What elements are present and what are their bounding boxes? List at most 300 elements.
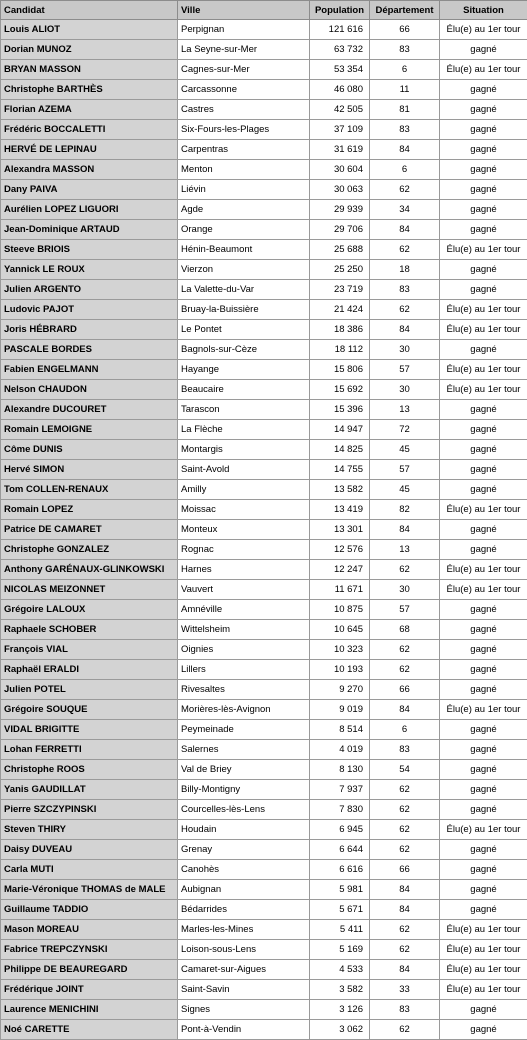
column-header-departement[interactable]: Département <box>370 1 440 20</box>
cell-situation: gagné <box>440 880 527 900</box>
table-row <box>1 640 527 660</box>
cell-situation: gagné <box>440 900 527 920</box>
cell-situation: gagné <box>440 660 527 680</box>
cell-departement: 30 <box>370 580 440 600</box>
cell-situation: gagné <box>440 640 527 660</box>
cell-ville: La Seyne-sur-Mer <box>178 40 310 60</box>
cell-candidat: Alexandre DUCOURET <box>1 400 178 420</box>
table-row <box>1 120 527 140</box>
cell-situation: gagné <box>440 680 527 700</box>
cell-population: 3 062 <box>310 1020 370 1040</box>
cell-departement: 45 <box>370 440 440 460</box>
cell-candidat: Raphaël ERALDI <box>1 660 178 680</box>
cell-ville: Harnes <box>178 560 310 580</box>
cell-departement: 62 <box>370 180 440 200</box>
cell-situation: Élu(e) au 1er tour <box>440 300 527 320</box>
cell-population: 6 945 <box>310 820 370 840</box>
cell-ville: Rognac <box>178 540 310 560</box>
cell-ville: Loison-sous-Lens <box>178 940 310 960</box>
cell-situation: gagné <box>440 800 527 820</box>
table-row <box>1 620 527 640</box>
cell-situation: Élu(e) au 1er tour <box>440 560 527 580</box>
cell-situation: gagné <box>440 120 527 140</box>
cell-situation: gagné <box>440 420 527 440</box>
table-row <box>1 420 527 440</box>
cell-ville: Rivesaltes <box>178 680 310 700</box>
cell-situation: Élu(e) au 1er tour <box>440 320 527 340</box>
cell-ville: Saint-Avold <box>178 460 310 480</box>
cell-ville: Salernes <box>178 740 310 760</box>
cell-situation: gagné <box>440 280 527 300</box>
cell-departement: 84 <box>370 900 440 920</box>
table-row <box>1 800 527 820</box>
cell-population: 8 514 <box>310 720 370 740</box>
cell-situation: Élu(e) au 1er tour <box>440 580 527 600</box>
cell-departement: 62 <box>370 660 440 680</box>
table-row <box>1 460 527 480</box>
cell-situation: gagné <box>440 720 527 740</box>
cell-population: 10 875 <box>310 600 370 620</box>
cell-population: 9 019 <box>310 700 370 720</box>
cell-ville: Vierzon <box>178 260 310 280</box>
cell-candidat: Christophe BARTHÈS <box>1 80 178 100</box>
cell-candidat: Christophe GONZALEZ <box>1 540 178 560</box>
table-row <box>1 920 527 940</box>
table-row <box>1 860 527 880</box>
cell-situation: gagné <box>440 1000 527 1020</box>
table-row <box>1 340 527 360</box>
cell-candidat: Patrice DE CAMARET <box>1 520 178 540</box>
cell-candidat: Guillaume TADDIO <box>1 900 178 920</box>
cell-departement: 66 <box>370 860 440 880</box>
cell-population: 25 688 <box>310 240 370 260</box>
cell-ville: Tarascon <box>178 400 310 420</box>
cell-departement: 6 <box>370 60 440 80</box>
table-row <box>1 520 527 540</box>
cell-ville: La Valette-du-Var <box>178 280 310 300</box>
cell-ville: Marles-les-Mines <box>178 920 310 940</box>
cell-situation: gagné <box>440 740 527 760</box>
cell-candidat: Yannick LE ROUX <box>1 260 178 280</box>
table-row <box>1 400 527 420</box>
cell-population: 63 732 <box>310 40 370 60</box>
cell-candidat: Louis ALIOT <box>1 20 178 40</box>
cell-situation: gagné <box>440 860 527 880</box>
cell-population: 6 616 <box>310 860 370 880</box>
cell-candidat: Hervé SIMON <box>1 460 178 480</box>
cell-departement: 45 <box>370 480 440 500</box>
cell-candidat: VIDAL BRIGITTE <box>1 720 178 740</box>
cell-population: 4 533 <box>310 960 370 980</box>
cell-situation: Élu(e) au 1er tour <box>440 380 527 400</box>
cell-ville: Bagnols-sur-Cèze <box>178 340 310 360</box>
column-header-population[interactable]: Population <box>310 1 370 20</box>
cell-departement: 84 <box>370 320 440 340</box>
column-header-candidat[interactable]: Candidat <box>1 1 178 20</box>
cell-candidat: Yanis GAUDILLAT <box>1 780 178 800</box>
cell-departement: 84 <box>370 220 440 240</box>
table-row <box>1 760 527 780</box>
cell-departement: 83 <box>370 280 440 300</box>
cell-population: 7 830 <box>310 800 370 820</box>
cell-departement: 18 <box>370 260 440 280</box>
cell-situation: Élu(e) au 1er tour <box>440 20 527 40</box>
cell-candidat: Jean-Dominique ARTAUD <box>1 220 178 240</box>
cell-candidat: Laurence MENICHINI <box>1 1000 178 1020</box>
cell-population: 4 019 <box>310 740 370 760</box>
cell-candidat: Steeve BRIOIS <box>1 240 178 260</box>
cell-departement: 84 <box>370 960 440 980</box>
cell-situation: Élu(e) au 1er tour <box>440 820 527 840</box>
cell-departement: 62 <box>370 300 440 320</box>
table-row <box>1 900 527 920</box>
cell-situation: gagné <box>440 840 527 860</box>
cell-candidat: Noé CARETTE <box>1 1020 178 1040</box>
cell-candidat: Steven THIRY <box>1 820 178 840</box>
cell-ville: Courcelles-lès-Lens <box>178 800 310 820</box>
table-row <box>1 940 527 960</box>
cell-candidat: Dany PAIVA <box>1 180 178 200</box>
cell-population: 3 582 <box>310 980 370 1000</box>
cell-departement: 83 <box>370 120 440 140</box>
cell-ville: Morières-lès-Avignon <box>178 700 310 720</box>
table-row <box>1 580 527 600</box>
cell-situation: Élu(e) au 1er tour <box>440 500 527 520</box>
cell-departement: 68 <box>370 620 440 640</box>
cell-situation: gagné <box>440 440 527 460</box>
cell-population: 30 604 <box>310 160 370 180</box>
cell-departement: 82 <box>370 500 440 520</box>
cell-situation: gagné <box>440 40 527 60</box>
cell-departement: 13 <box>370 400 440 420</box>
cell-departement: 83 <box>370 740 440 760</box>
cell-situation: gagné <box>440 480 527 500</box>
cell-candidat: Joris HÉBRARD <box>1 320 178 340</box>
table-row <box>1 220 527 240</box>
cell-situation: Élu(e) au 1er tour <box>440 360 527 380</box>
cell-departement: 11 <box>370 80 440 100</box>
cell-situation: gagné <box>440 540 527 560</box>
cell-departement: 62 <box>370 820 440 840</box>
cell-population: 14 825 <box>310 440 370 460</box>
cell-population: 8 130 <box>310 760 370 780</box>
cell-candidat: BRYAN MASSON <box>1 60 178 80</box>
cell-population: 15 396 <box>310 400 370 420</box>
cell-departement: 83 <box>370 40 440 60</box>
table-row <box>1 160 527 180</box>
cell-ville: Cagnes-sur-Mer <box>178 60 310 80</box>
cell-ville: Peymeinade <box>178 720 310 740</box>
cell-candidat: Julien ARGENTO <box>1 280 178 300</box>
cell-candidat: Frédéric BOCCALETTI <box>1 120 178 140</box>
cell-ville: Carpentras <box>178 140 310 160</box>
cell-population: 23 719 <box>310 280 370 300</box>
cell-ville: Agde <box>178 200 310 220</box>
cell-population: 13 301 <box>310 520 370 540</box>
table-row <box>1 820 527 840</box>
cell-ville: Six-Fours-les-Plages <box>178 120 310 140</box>
cell-ville: Bruay-la-Buissière <box>178 300 310 320</box>
table-row <box>1 500 527 520</box>
table-row <box>1 260 527 280</box>
cell-candidat: Grégoire SOUQUE <box>1 700 178 720</box>
cell-ville: Moissac <box>178 500 310 520</box>
table-row <box>1 780 527 800</box>
cell-ville: Amilly <box>178 480 310 500</box>
table-row <box>1 560 527 580</box>
cell-population: 9 270 <box>310 680 370 700</box>
cell-situation: gagné <box>440 140 527 160</box>
cell-situation: Élu(e) au 1er tour <box>440 700 527 720</box>
cell-ville: Monteux <box>178 520 310 540</box>
cell-situation: gagné <box>440 620 527 640</box>
cell-ville: Montargis <box>178 440 310 460</box>
table-row <box>1 200 527 220</box>
cell-ville: La Flèche <box>178 420 310 440</box>
cell-candidat: François VIAL <box>1 640 178 660</box>
cell-ville: Oignies <box>178 640 310 660</box>
table-row <box>1 60 527 80</box>
cell-departement: 62 <box>370 1020 440 1040</box>
cell-candidat: Grégoire LALOUX <box>1 600 178 620</box>
column-header-ville[interactable]: Ville <box>178 1 310 20</box>
table-header <box>1 1 527 20</box>
cell-departement: 54 <box>370 760 440 780</box>
cell-population: 31 619 <box>310 140 370 160</box>
cell-departement: 84 <box>370 140 440 160</box>
cell-ville: Vauvert <box>178 580 310 600</box>
cell-ville: Castres <box>178 100 310 120</box>
table-row <box>1 740 527 760</box>
cell-candidat: Romain LEMOIGNE <box>1 420 178 440</box>
cell-departement: 62 <box>370 560 440 580</box>
cell-ville: Hénin-Beaumont <box>178 240 310 260</box>
cell-ville: Billy-Montigny <box>178 780 310 800</box>
cell-ville: Bédarrides <box>178 900 310 920</box>
cell-candidat: Nelson CHAUDON <box>1 380 178 400</box>
table-row <box>1 240 527 260</box>
cell-departement: 62 <box>370 240 440 260</box>
cell-population: 14 947 <box>310 420 370 440</box>
cell-situation: gagné <box>440 160 527 180</box>
cell-ville: Liévin <box>178 180 310 200</box>
cell-situation: Élu(e) au 1er tour <box>440 920 527 940</box>
cell-candidat: Carla MUTI <box>1 860 178 880</box>
cell-situation: gagné <box>440 220 527 240</box>
cell-population: 15 692 <box>310 380 370 400</box>
cell-situation: gagné <box>440 200 527 220</box>
cell-population: 29 939 <box>310 200 370 220</box>
cell-candidat: Mason MOREAU <box>1 920 178 940</box>
table-row <box>1 300 527 320</box>
table-row <box>1 20 527 40</box>
cell-population: 46 080 <box>310 80 370 100</box>
cell-ville: Beaucaire <box>178 380 310 400</box>
cell-candidat: Marie-Véronique THOMAS de MALE <box>1 880 178 900</box>
cell-population: 5 671 <box>310 900 370 920</box>
cell-population: 10 645 <box>310 620 370 640</box>
table-row <box>1 1020 527 1040</box>
cell-candidat: HERVÉ DE LEPINAU <box>1 140 178 160</box>
cell-population: 21 424 <box>310 300 370 320</box>
cell-ville: Pont-à-Vendin <box>178 1020 310 1040</box>
cell-departement: 62 <box>370 800 440 820</box>
cell-situation: gagné <box>440 340 527 360</box>
table-row <box>1 180 527 200</box>
cell-departement: 6 <box>370 160 440 180</box>
cell-candidat: Dorian MUNOZ <box>1 40 178 60</box>
cell-candidat: Fabrice TREPCZYNSKI <box>1 940 178 960</box>
table-row <box>1 480 527 500</box>
cell-candidat: NICOLAS MEIZONNET <box>1 580 178 600</box>
cell-departement: 81 <box>370 100 440 120</box>
table-row <box>1 140 527 160</box>
cell-departement: 13 <box>370 540 440 560</box>
cell-population: 30 063 <box>310 180 370 200</box>
cell-population: 5 981 <box>310 880 370 900</box>
cell-situation: Élu(e) au 1er tour <box>440 960 527 980</box>
cell-population: 37 109 <box>310 120 370 140</box>
cell-candidat: Christophe ROOS <box>1 760 178 780</box>
table-row <box>1 540 527 560</box>
cell-population: 29 706 <box>310 220 370 240</box>
table-row <box>1 320 527 340</box>
cell-departement: 6 <box>370 720 440 740</box>
cell-candidat: Florian AZEMA <box>1 100 178 120</box>
table-row <box>1 360 527 380</box>
cell-situation: gagné <box>440 180 527 200</box>
cell-departement: 30 <box>370 380 440 400</box>
cell-situation: gagné <box>440 100 527 120</box>
cell-departement: 57 <box>370 600 440 620</box>
cell-population: 13 582 <box>310 480 370 500</box>
cell-candidat: Alexandra MASSON <box>1 160 178 180</box>
cell-situation: gagné <box>440 1020 527 1040</box>
cell-candidat: Anthony GARÉNAUX-GLINKOWSKI <box>1 560 178 580</box>
cell-ville: Houdain <box>178 820 310 840</box>
cell-population: 10 323 <box>310 640 370 660</box>
cell-population: 3 126 <box>310 1000 370 1020</box>
table-row <box>1 100 527 120</box>
cell-departement: 72 <box>370 420 440 440</box>
cell-population: 13 419 <box>310 500 370 520</box>
cell-departement: 57 <box>370 460 440 480</box>
table-row <box>1 700 527 720</box>
cell-situation: Élu(e) au 1er tour <box>440 240 527 260</box>
cell-ville: Hayange <box>178 360 310 380</box>
cell-ville: Aubignan <box>178 880 310 900</box>
cell-population: 10 193 <box>310 660 370 680</box>
cell-departement: 66 <box>370 680 440 700</box>
cell-situation: gagné <box>440 520 527 540</box>
cell-population: 121 616 <box>310 20 370 40</box>
cell-population: 11 671 <box>310 580 370 600</box>
header-row <box>1 1 527 20</box>
table-row <box>1 960 527 980</box>
cell-population: 18 386 <box>310 320 370 340</box>
cell-departement: 66 <box>370 20 440 40</box>
table-row <box>1 600 527 620</box>
cell-candidat: Lohan FERRETTI <box>1 740 178 760</box>
cell-candidat: Romain LOPEZ <box>1 500 178 520</box>
cell-population: 5 169 <box>310 940 370 960</box>
table-row <box>1 280 527 300</box>
column-header-situation[interactable]: Situation <box>440 1 527 20</box>
cell-situation: gagné <box>440 260 527 280</box>
cell-situation: Élu(e) au 1er tour <box>440 60 527 80</box>
cell-candidat: Tom COLLEN-RENAUX <box>1 480 178 500</box>
cell-departement: 62 <box>370 920 440 940</box>
cell-situation: gagné <box>440 460 527 480</box>
cell-ville: Carcassonne <box>178 80 310 100</box>
cell-ville: Grenay <box>178 840 310 860</box>
table-row <box>1 380 527 400</box>
table-row <box>1 660 527 680</box>
cell-situation: gagné <box>440 80 527 100</box>
cell-population: 15 806 <box>310 360 370 380</box>
cell-departement: 62 <box>370 780 440 800</box>
table-body <box>1 20 527 1040</box>
cell-candidat: Pierre SZCZYPINSKI <box>1 800 178 820</box>
cell-situation: gagné <box>440 400 527 420</box>
cell-candidat: Julien POTEL <box>1 680 178 700</box>
cell-candidat: PASCALE BORDES <box>1 340 178 360</box>
cell-situation: gagné <box>440 760 527 780</box>
table-row <box>1 440 527 460</box>
cell-situation: gagné <box>440 780 527 800</box>
cell-candidat: Frédérique JOINT <box>1 980 178 1000</box>
cell-population: 42 505 <box>310 100 370 120</box>
cell-departement: 84 <box>370 700 440 720</box>
table-row <box>1 1000 527 1020</box>
cell-ville: Amnéville <box>178 600 310 620</box>
cell-candidat: Ludovic PAJOT <box>1 300 178 320</box>
cell-population: 53 354 <box>310 60 370 80</box>
cell-population: 12 576 <box>310 540 370 560</box>
cell-ville: Perpignan <box>178 20 310 40</box>
table-row <box>1 80 527 100</box>
cell-ville: Wittelsheim <box>178 620 310 640</box>
cell-candidat: Philippe DE BEAUREGARD <box>1 960 178 980</box>
cell-population: 7 937 <box>310 780 370 800</box>
cell-population: 12 247 <box>310 560 370 580</box>
cell-situation: Élu(e) au 1er tour <box>440 940 527 960</box>
cell-departement: 62 <box>370 840 440 860</box>
cell-ville: Lillers <box>178 660 310 680</box>
cell-candidat: Aurélien LOPEZ LIGUORI <box>1 200 178 220</box>
table-row <box>1 40 527 60</box>
table-row <box>1 980 527 1000</box>
cell-population: 6 644 <box>310 840 370 860</box>
cell-departement: 83 <box>370 1000 440 1020</box>
cell-departement: 57 <box>370 360 440 380</box>
cell-population: 5 411 <box>310 920 370 940</box>
cell-candidat: Fabien ENGELMANN <box>1 360 178 380</box>
cell-departement: 30 <box>370 340 440 360</box>
cell-candidat: Daisy DUVEAU <box>1 840 178 860</box>
cell-ville: Val de Briey <box>178 760 310 780</box>
cell-population: 25 250 <box>310 260 370 280</box>
cell-situation: Élu(e) au 1er tour <box>440 980 527 1000</box>
cell-situation: gagné <box>440 600 527 620</box>
cell-ville: Signes <box>178 1000 310 1020</box>
cell-candidat: Côme DUNIS <box>1 440 178 460</box>
table-row <box>1 720 527 740</box>
cell-ville: Menton <box>178 160 310 180</box>
cell-candidat: Raphaele SCHOBER <box>1 620 178 640</box>
cell-departement: 34 <box>370 200 440 220</box>
table-row <box>1 680 527 700</box>
